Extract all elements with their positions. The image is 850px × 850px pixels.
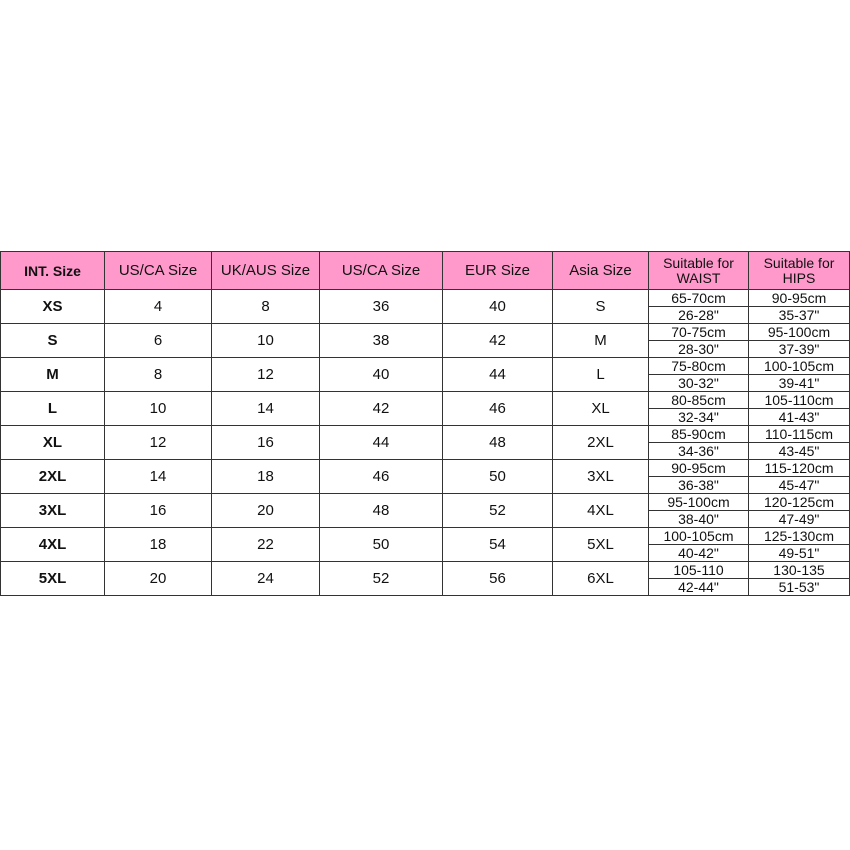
cell-asia-size: 5XL xyxy=(553,528,649,562)
cell-uk-aus-size: 10 xyxy=(212,324,320,358)
cell-uk-aus-size: 12 xyxy=(212,358,320,392)
cell-int-size: XL xyxy=(1,426,105,460)
cell-hips-in: 39-41" xyxy=(749,375,850,392)
cell-int-size: L xyxy=(1,392,105,426)
cell-us-ca-size: 8 xyxy=(105,358,212,392)
cell-hips-cm: 95-100cm xyxy=(749,324,850,341)
cell-waist-cm: 85-90cm xyxy=(649,426,749,443)
cell-us-ca-size-2: 48 xyxy=(320,494,443,528)
header-uk-aus-size: UK/AUS Size xyxy=(212,252,320,290)
cell-hips-in: 37-39" xyxy=(749,341,850,358)
cell-uk-aus-size: 18 xyxy=(212,460,320,494)
cell-us-ca-size-2: 42 xyxy=(320,392,443,426)
cell-eur-size: 46 xyxy=(443,392,553,426)
header-asia-size: Asia Size xyxy=(553,252,649,290)
cell-waist-cm: 90-95cm xyxy=(649,460,749,477)
cell-uk-aus-size: 22 xyxy=(212,528,320,562)
cell-asia-size: 3XL xyxy=(553,460,649,494)
table-row xyxy=(1,358,850,375)
cell-uk-aus-size: 24 xyxy=(212,562,320,596)
cell-hips-cm: 120-125cm xyxy=(749,494,850,511)
cell-asia-size: 6XL xyxy=(553,562,649,596)
header-us-ca-size-2: US/CA Size xyxy=(320,252,443,290)
cell-eur-size: 40 xyxy=(443,290,553,324)
cell-eur-size: 56 xyxy=(443,562,553,596)
cell-hips-in: 41-43" xyxy=(749,409,850,426)
cell-uk-aus-size: 20 xyxy=(212,494,320,528)
cell-hips-cm: 130-135 xyxy=(749,562,850,579)
header-eur-size: EUR Size xyxy=(443,252,553,290)
header-hips xyxy=(749,252,850,290)
cell-waist-in: 26-28" xyxy=(649,307,749,324)
cell-asia-size: S xyxy=(553,290,649,324)
cell-us-ca-size: 6 xyxy=(105,324,212,358)
cell-waist-in: 36-38" xyxy=(649,477,749,494)
cell-asia-size: XL xyxy=(553,392,649,426)
cell-int-size: 3XL xyxy=(1,494,105,528)
table-row xyxy=(1,392,850,409)
size-chart-table xyxy=(0,251,850,596)
cell-uk-aus-size: 8 xyxy=(212,290,320,324)
cell-hips-in: 49-51" xyxy=(749,545,850,562)
table-row xyxy=(1,562,850,579)
cell-hips-in: 35-37" xyxy=(749,307,850,324)
cell-hips-cm: 100-105cm xyxy=(749,358,850,375)
header-waist-line1: Suitable for xyxy=(663,254,734,271)
cell-us-ca-size-2: 40 xyxy=(320,358,443,392)
table-row xyxy=(1,324,850,341)
header-row xyxy=(1,252,850,290)
cell-int-size: S xyxy=(1,324,105,358)
cell-waist-cm: 75-80cm xyxy=(649,358,749,375)
cell-asia-size: M xyxy=(553,324,649,358)
cell-us-ca-size: 14 xyxy=(105,460,212,494)
header-us-ca-size: US/CA Size xyxy=(105,252,212,290)
cell-uk-aus-size: 14 xyxy=(212,392,320,426)
cell-waist-in: 30-32" xyxy=(649,375,749,392)
cell-hips-cm: 90-95cm xyxy=(749,290,850,307)
cell-int-size: 5XL xyxy=(1,562,105,596)
table-row xyxy=(1,528,850,545)
cell-hips-cm: 115-120cm xyxy=(749,460,850,477)
cell-waist-in: 28-30" xyxy=(649,341,749,358)
cell-us-ca-size-2: 52 xyxy=(320,562,443,596)
cell-waist-in: 42-44" xyxy=(649,579,749,596)
cell-waist-cm: 70-75cm xyxy=(649,324,749,341)
cell-asia-size: 2XL xyxy=(553,426,649,460)
cell-eur-size: 48 xyxy=(443,426,553,460)
cell-eur-size: 44 xyxy=(443,358,553,392)
cell-waist-in: 38-40" xyxy=(649,511,749,528)
cell-hips-cm: 110-115cm xyxy=(749,426,850,443)
cell-us-ca-size: 12 xyxy=(105,426,212,460)
cell-us-ca-size-2: 36 xyxy=(320,290,443,324)
table-header xyxy=(1,252,850,290)
cell-waist-cm: 95-100cm xyxy=(649,494,749,511)
cell-us-ca-size-2: 46 xyxy=(320,460,443,494)
cell-eur-size: 50 xyxy=(443,460,553,494)
cell-waist-cm: 65-70cm xyxy=(649,290,749,307)
header-waist-line2: WAIST xyxy=(676,269,721,286)
cell-eur-size: 42 xyxy=(443,324,553,358)
table-row xyxy=(1,290,850,307)
cell-hips-cm: 105-110cm xyxy=(749,392,850,409)
cell-asia-size: 4XL xyxy=(553,494,649,528)
cell-waist-in: 40-42" xyxy=(649,545,749,562)
table-row xyxy=(1,426,850,443)
cell-us-ca-size: 16 xyxy=(105,494,212,528)
cell-waist-cm: 80-85cm xyxy=(649,392,749,409)
cell-asia-size: L xyxy=(553,358,649,392)
cell-us-ca-size: 4 xyxy=(105,290,212,324)
cell-waist-cm: 100-105cm xyxy=(649,528,749,545)
cell-waist-in: 34-36" xyxy=(649,443,749,460)
cell-hips-cm: 125-130cm xyxy=(749,528,850,545)
cell-us-ca-size: 20 xyxy=(105,562,212,596)
table-row xyxy=(1,460,850,477)
cell-hips-in: 43-45" xyxy=(749,443,850,460)
cell-us-ca-size-2: 50 xyxy=(320,528,443,562)
header-int-size: INT. Size xyxy=(1,252,105,290)
cell-int-size: M xyxy=(1,358,105,392)
cell-waist-in: 32-34" xyxy=(649,409,749,426)
cell-us-ca-size-2: 44 xyxy=(320,426,443,460)
cell-int-size: 4XL xyxy=(1,528,105,562)
table-body xyxy=(1,290,850,596)
cell-eur-size: 52 xyxy=(443,494,553,528)
cell-eur-size: 54 xyxy=(443,528,553,562)
cell-us-ca-size-2: 38 xyxy=(320,324,443,358)
cell-hips-in: 45-47" xyxy=(749,477,850,494)
cell-hips-in: 51-53" xyxy=(749,579,850,596)
cell-hips-in: 47-49" xyxy=(749,511,850,528)
cell-waist-cm: 105-110 xyxy=(649,562,749,579)
cell-int-size: XS xyxy=(1,290,105,324)
header-hips-line2: HIPS xyxy=(782,269,816,286)
cell-us-ca-size: 10 xyxy=(105,392,212,426)
cell-us-ca-size: 18 xyxy=(105,528,212,562)
header-waist xyxy=(649,252,749,290)
cell-uk-aus-size: 16 xyxy=(212,426,320,460)
header-hips-line1: Suitable for xyxy=(763,254,835,271)
table-row xyxy=(1,494,850,511)
cell-int-size: 2XL xyxy=(1,460,105,494)
